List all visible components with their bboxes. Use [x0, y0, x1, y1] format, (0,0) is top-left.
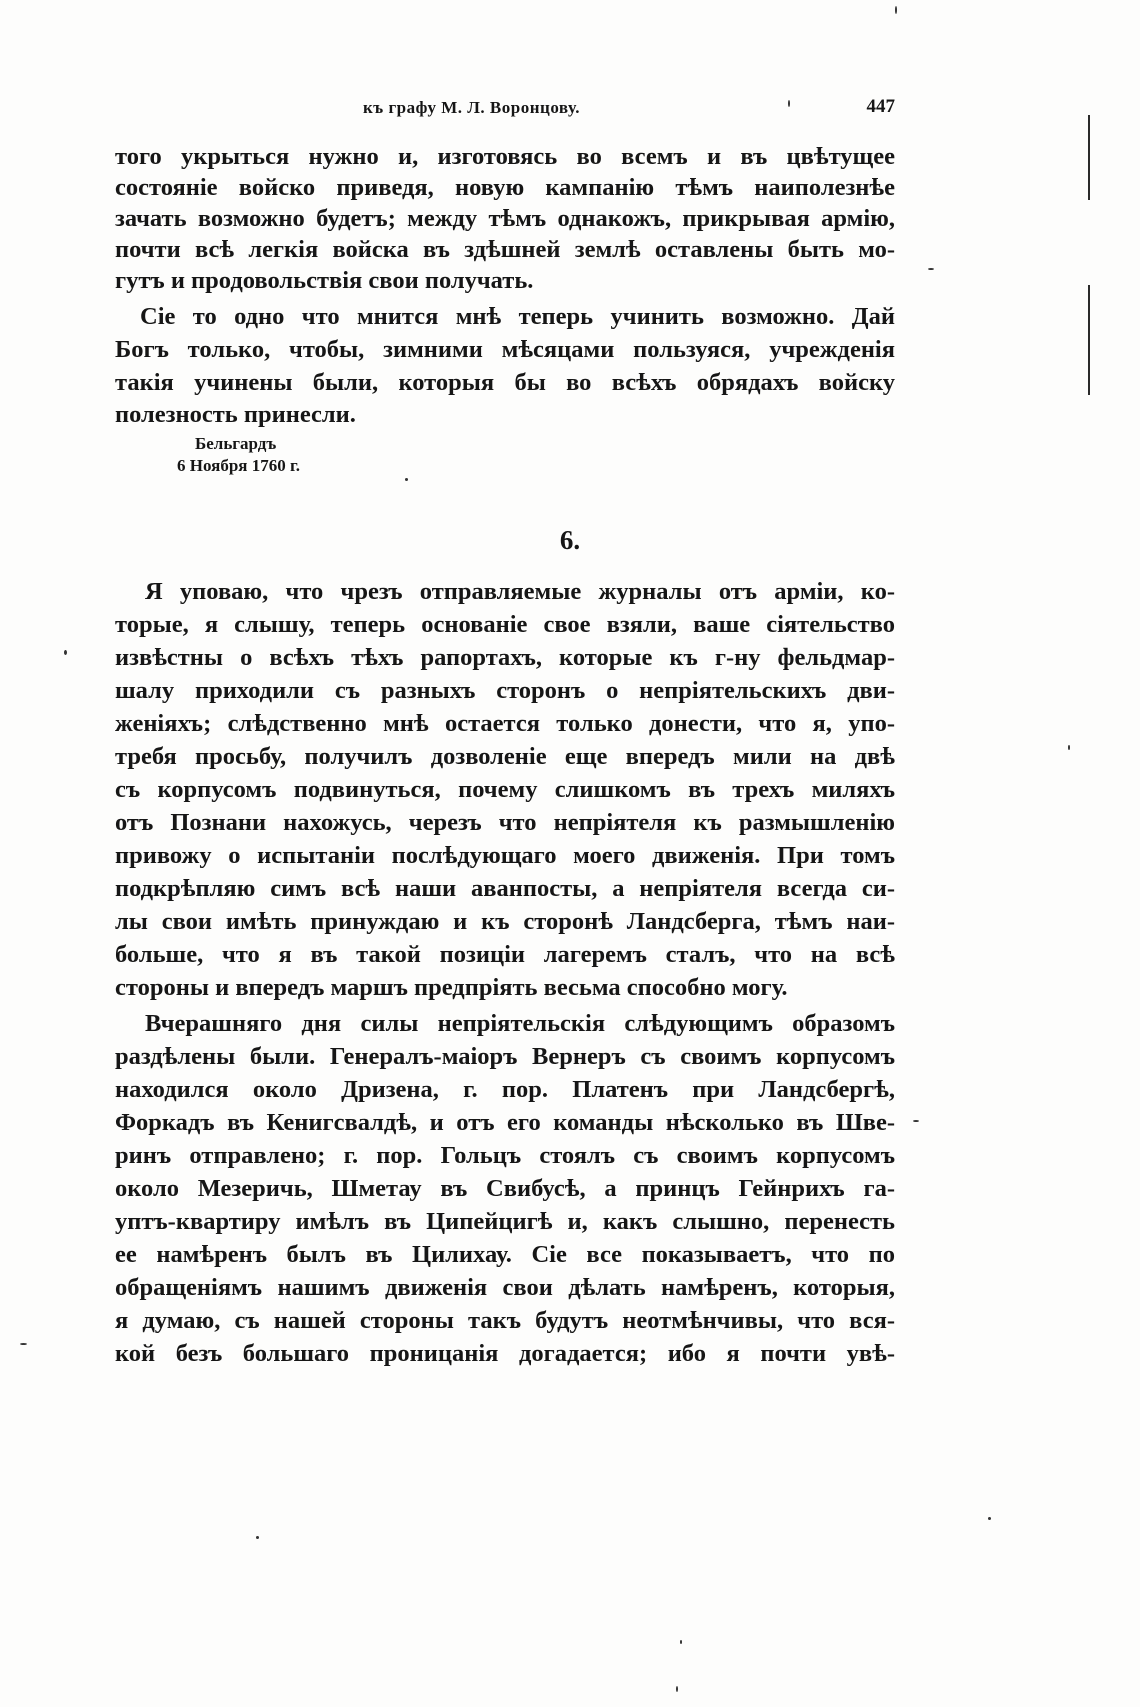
text-line: ринъ отправлено; г. пор. Гольцъ стоялъ съ своимъ корпусомъ [115, 1142, 895, 1169]
text-line: такія учинены были, которыя бы во всѣхъ обрядахъ войску [115, 369, 895, 396]
scan-speck [788, 100, 790, 107]
scan-speck [64, 650, 67, 655]
text-line: Форкадъ въ Кенигсвалдѣ, и отъ его команды нѣсколько въ Шве- [115, 1109, 895, 1136]
text-line: Сіе то одно что мнится мнѣ теперь учинить возможно. Дай [140, 303, 895, 330]
text-line: я думаю, съ нашей стороны такъ будутъ неотмѣнчивы, что вся- [115, 1307, 895, 1334]
scan-speck [988, 1517, 991, 1520]
text-line: женіяхъ; слѣдственно мнѣ остается только донести, что я, упо- [115, 710, 895, 737]
scan-speck [256, 1536, 259, 1539]
page-number: 447 [866, 96, 895, 117]
text-line: почти всѣ легкія войска въ здѣшней землѣ оставлены быть мо- [115, 236, 895, 263]
scan-speck [405, 478, 408, 481]
scan-speck [676, 1686, 678, 1692]
text-line: обращеніямъ нашимъ движенія свои дѣлать намѣренъ, которыя, [115, 1274, 895, 1301]
text-line: зачать возможно будетъ; между тѣмъ однакожъ, прикрывая армію, [115, 205, 895, 232]
text-line: подкрѣпляю симъ всѣ наши аванпосты, а непріятеля всегда си- [115, 875, 895, 902]
text-line: извѣстны о всѣхъ тѣхъ рапортахъ, которые къ г-ну фельдмар- [115, 644, 895, 671]
text-line: шалу приходили съ разныхъ сторонъ о непріятельскихъ дви- [115, 677, 895, 704]
text-line: Я уповаю, что чрезъ отправляемые журналы отъ арміи, ко- [145, 578, 895, 605]
scan-speck [20, 1343, 27, 1345]
scan-speck [1068, 745, 1070, 750]
text-line: ее намѣренъ былъ въ Цилихау. Сіе все показываетъ, что по [115, 1241, 895, 1268]
scan-edge-line [1088, 115, 1090, 200]
scan-speck [928, 268, 934, 270]
text-line: требя просьбу, получилъ дозволеніе еще впередъ мили на двѣ [115, 743, 895, 770]
text-line: находился около Дризена, г. пор. Платенъ при Ландсбергѣ, [115, 1076, 895, 1103]
scan-speck [913, 1120, 919, 1122]
text-line: около Мезеричь, Шметау въ Свибусѣ, а принцъ Гейнрихъ га- [115, 1175, 895, 1202]
text-line: гутъ и продовольствія свои получать. [115, 267, 534, 294]
text-line: торые, я слышу, теперь основаніе свое взяли, ваше сіятельство [115, 611, 895, 638]
scan-speck [895, 6, 897, 14]
signoff-date: 6 Ноября 1760 г. [177, 456, 301, 475]
scan-speck [680, 1640, 682, 1644]
section-number: 6. [559, 525, 581, 555]
text-line: того укрыться нужно и, изготовясь во всемъ и въ цвѣтущее [115, 143, 895, 170]
text-line: Вчерашняго дня силы непріятельскія слѣдующимъ образомъ [145, 1010, 895, 1037]
text-line: лы свои имѣть принуждаю и къ сторонѣ Ландсберга, тѣмъ наи- [115, 908, 895, 935]
signoff-place: Бельгардъ [195, 434, 277, 453]
text-line: больше, что я въ такой позиціи лагеремъ сталъ, что на всѣ [115, 941, 895, 968]
running-title: къ графу М. Л. Воронцову. [363, 98, 581, 117]
page-header [115, 98, 895, 122]
text-line: стороны и впередъ маршъ предпріять весьма способно могу. [115, 974, 788, 1001]
text-line: отъ Познани нахожусь, черезъ что непріятеля къ размышленію [115, 809, 895, 836]
text-line: полезность принесли. [115, 401, 356, 428]
text-line: уптъ-квартиру имѣлъ въ Ципейцигѣ и, какъ слышно, перенесть [115, 1208, 895, 1235]
text-line: съ корпусомъ подвинуться, почему слишкомъ въ трехъ миляхъ [115, 776, 895, 803]
text-line: состояніе войско приведя, новую кампанію тѣмъ наиполезнѣе [115, 174, 895, 201]
scan-edge-line [1088, 285, 1090, 395]
text-line: Богъ только, чтобы, зимними мѣсяцами пользуяся, учрежденія [115, 336, 895, 363]
text-line: кой безъ большаго проницанія догадается; ибо я почти увѣ- [115, 1340, 895, 1367]
text-line: раздѣлены были. Генералъ-маіоръ Вернеръ съ своимъ корпусомъ [115, 1043, 895, 1070]
text-line: привожу о испытаніи послѣдующаго моего движенія. При томъ [115, 842, 895, 869]
